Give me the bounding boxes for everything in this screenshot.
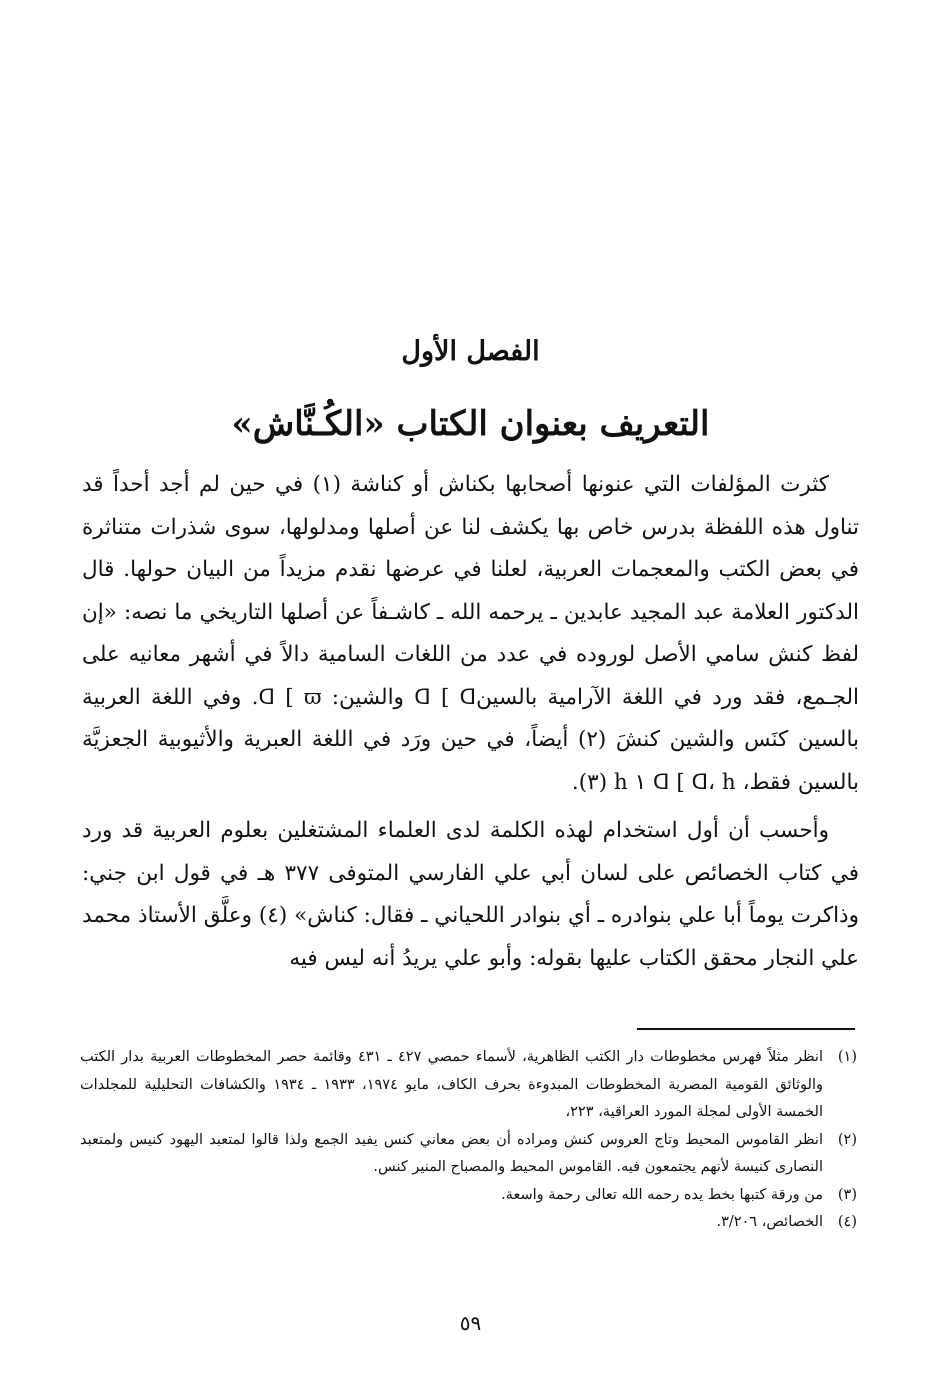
footnote-number: (٣) (837, 1186, 857, 1203)
footnote-text: الخصائص، ٣/٢٠٦. (716, 1214, 823, 1230)
chapter-title: التعريف بعنوان الكتاب «الكُـنَّاش» (231, 404, 710, 444)
footnote-1 (80, 1044, 857, 1127)
footnote-text: من ورقة كتبها بخط يده رحمه الله تعالى رحمة واسعة. (501, 1186, 823, 1203)
page-number: ٥٩ (459, 1311, 482, 1335)
footnote-number: (٤) (837, 1214, 857, 1230)
body-text (82, 464, 859, 980)
footnote-text: انظر القاموس المحيط وتاج العروس كنش ومراده أن بعض معاني كنس يفيد الجمع ولذا قالوا لمتعبد اليهود كنيس ولمتعبد النصارى كنيسة لأنهم يجتمعون فيه. القاموس المحيط والمصباح المنير كنس. (80, 1131, 823, 1175)
footnote-2 (80, 1127, 857, 1182)
footnote-3 (80, 1182, 857, 1210)
footnote-number: (٢) (837, 1131, 857, 1148)
chapter-label: الفصل الأول (401, 336, 540, 367)
paragraph-2: وأحسب أن أول استخدام لهذه الكلمة لدى العلماء المشتغلين بعلوم العربية قد ورد في كتاب الخصائص على لسان أبي علي الفارسي المتوفى ٣٧٧ هـ في قول ابن جني: وذاكرت يوماً أبا علي بنوادره ـ أي بنوادر اللحياني ـ فقال: كناش» (٤) وعلَّق الأستاذ محمد علي النجار محقق الكتاب عليها بقوله: وأبو علي يريدُ أنه ليس فيه (82, 818, 860, 971)
paragraph-1: كثرت المؤلفات التي عنونها أصحابها بكناش أو كناشة (١) في حين لم أجد أحداً قد تناول هذه اللفظة بدرس خاص بها يكشف لنا عن أصلها ومدلولها، سوى شذرات متناثرة في بعض الكتب والمعجمات العربية، لعلنا في عرضها نقدم مزيداً من البيان حولها. قال الدكتور العلامة عبد المجيد عابدين ـ يرحمه الله ـ كاشـفاً عن أصلها التاريخي ما نصه: «إن لفظ كنش سامي الأصل لوروده في عدد من اللغات السامية دالاً في أشهر معانيه على الجـمع، فقد ورد في اللغة الآرامية بالسينꓷ [ ꓷ والشين: ꓷ [ ϖ. وفي اللغة العربية بالسين كنَس والشين كنشَ (٢) أيضاً، في حين ورَد في اللغة العبرية والأثيوبية الجعزيَّة بالسين فقط، ꓷ [ ꓷ، h ١ h (٣). (82, 472, 860, 795)
footnote-separator (637, 1028, 855, 1030)
footnote-text: انظر مثلاً فهرس مخطوطات دار الكتب الظاهرية، لأسماء حمصي ٤٢٧ ـ ٤٣١ وقائمة حصر المخطوطات العربية بدار الكتب والوثائق القومية المصرية المخطوطات المبدوءة بحرف الكاف، مايو ١٩٧٤، ١٩٣٣ ـ ١٩٣٤ والكشافات التحليلية للمجلدات الخمسة الأولى لمجلة المورد العراقية، ٢٢٣، (80, 1049, 824, 1120)
footnote-4 (80, 1209, 857, 1237)
footnotes (80, 1044, 857, 1237)
footnote-number: (١) (837, 1049, 857, 1065)
